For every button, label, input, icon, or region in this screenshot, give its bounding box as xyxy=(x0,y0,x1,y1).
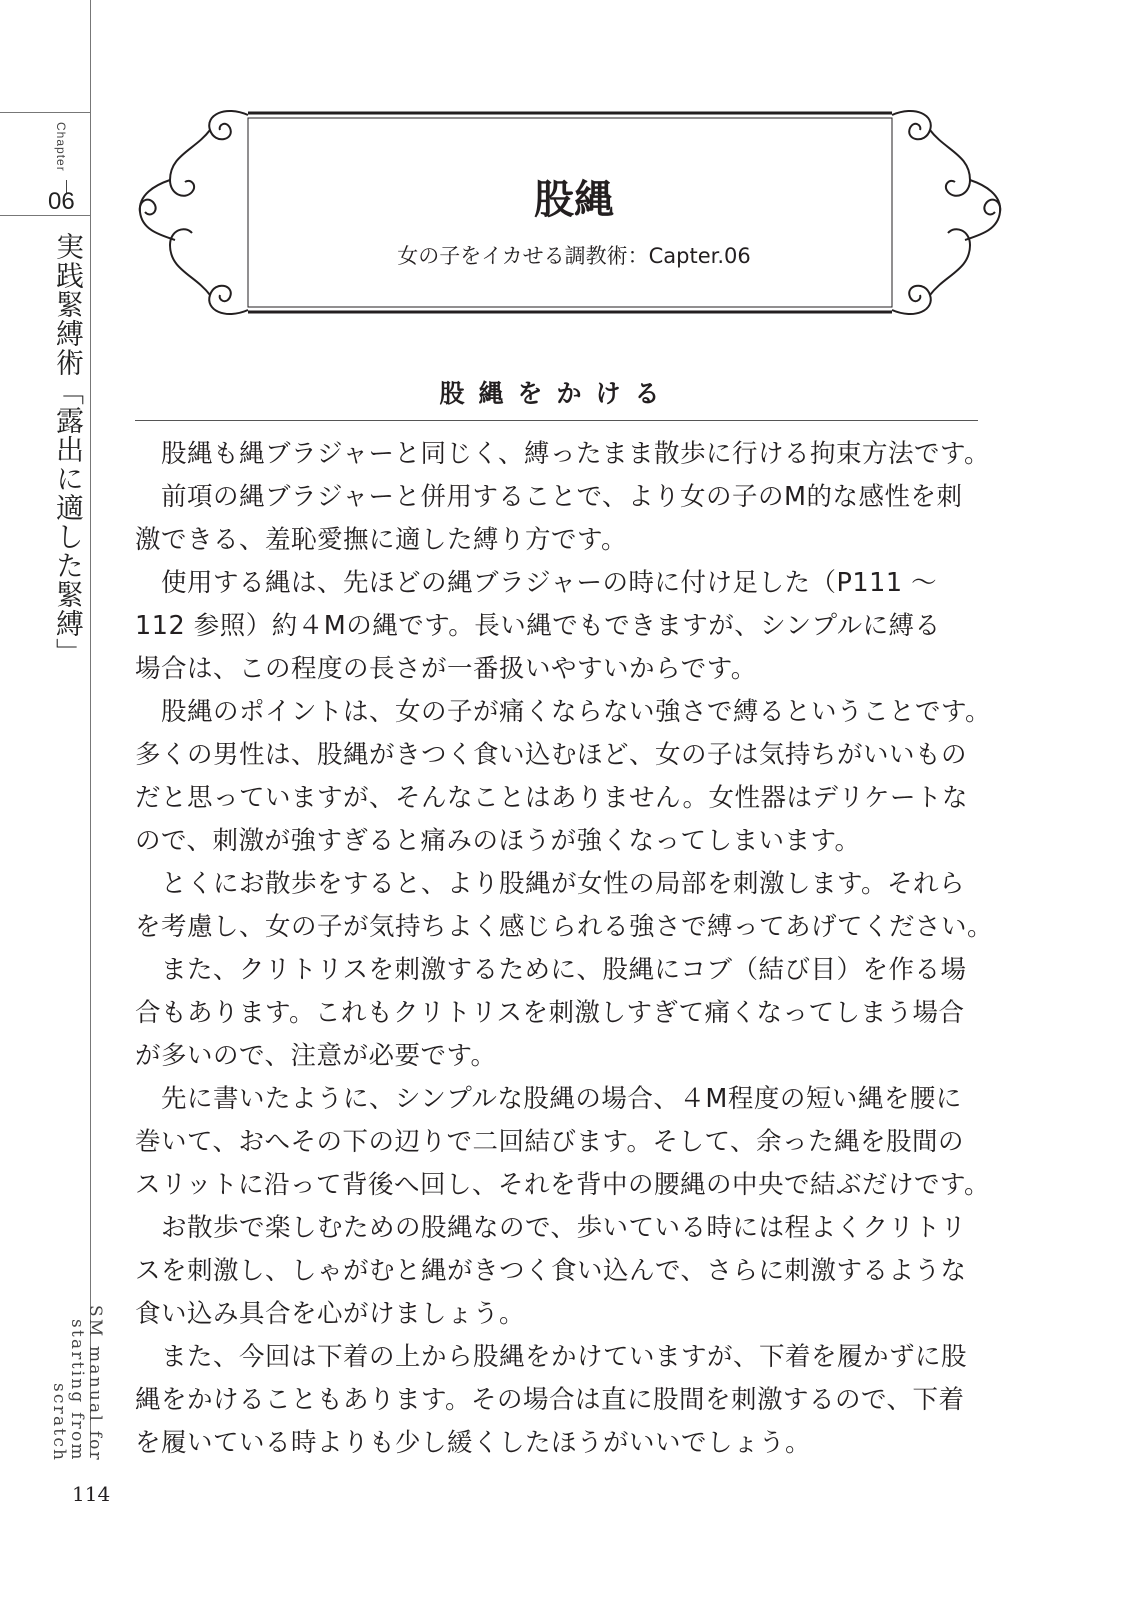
section-rule xyxy=(135,420,978,421)
body-line: 股縄のポイントは、女の子が痛くならない強さで縛るということです。 xyxy=(135,697,991,727)
body-line: 激できる、羞恥愛撫に適した縛り方です。 xyxy=(135,525,627,555)
body-line: とくにお散歩をすると、より股縄が女性の局部を刺激します。それら xyxy=(135,869,965,899)
body-line: 縄をかけることもあります。その場合は直に股間を刺激するので、下着 xyxy=(135,1385,965,1415)
body-line: 前項の縄ブラジャーと併用することで、より女の子のM的な感性を刺 xyxy=(135,482,963,512)
body-line: また、クリトリスを刺激するために、股縄にコブ（結び目）を作る場 xyxy=(135,955,967,985)
body-line: だと思っていますが、そんなことはありません。女性器はデリケートな xyxy=(135,783,969,813)
body-line: 112 参照）約４Mの縄です。長い縄でもできますが、シンプルに縛る xyxy=(135,611,941,641)
body-line: 食い込み具合を心がけましょう。 xyxy=(135,1299,526,1329)
body-line: 先に書いたように、シンプルな股縄の場合、４M程度の短い縄を腰に xyxy=(135,1084,962,1114)
section-heading: 股縄をかける xyxy=(439,379,674,408)
chapter-number: 06 xyxy=(48,188,75,215)
running-english-title: SM manual for starting from scratch xyxy=(49,1305,105,1462)
body-line: が多いので、注意が必要です。 xyxy=(135,1041,497,1071)
body-line: を考慮し、女の子が気持ちよく感じられる強さで縛ってあげてください。 xyxy=(135,912,994,942)
body-line: 使用する縄は、先ほどの縄ブラジャーの時に付け足した（P111 ～ xyxy=(135,568,938,598)
body-line: 股縄も縄ブラジャーと同じく、縛ったまま散歩に行ける拘束方法です。 xyxy=(135,439,990,469)
body-line: また、今回は下着の上から股縄をかけていますが、下着を履かずに股 xyxy=(135,1342,968,1372)
body-line: を履いている時よりも少し緩くしたほうがいいでしょう。 xyxy=(135,1428,812,1458)
body-line: 合もあります。これもクリトリスを刺激しすぎて痛くなってしまう場合 xyxy=(135,998,965,1028)
sidebar-divider xyxy=(0,112,90,113)
body-line: 多くの男性は、股縄がきつく食い込むほど、女の子は気持ちがいいもの xyxy=(135,740,968,770)
running-section-title: 実践緊縛術「露出に適した緊縛」 xyxy=(52,232,85,667)
body-line: お散歩で楽しむための股縄なので、歩いている時には程よくクリトリ xyxy=(135,1213,967,1243)
page-title: 股縄 xyxy=(534,177,614,223)
chapter-label: Chapter xyxy=(54,122,68,172)
page-subtitle: 女の子をイカせる調教術：Capter.06 xyxy=(397,244,751,268)
body-text xyxy=(135,433,994,1465)
body-line: スリットに沿って背後へ回し、それを背中の腰縄の中央で結ぶだけです。 xyxy=(135,1170,990,1200)
body-line: 巻いて、おへその下の辺りで二回結びます。そして、余った縄を股間の xyxy=(135,1127,964,1157)
body-line: スを刺激し、しゃがむと縄がきつく食い込んで、さらに刺激するような xyxy=(135,1256,967,1286)
body-line: ので、刺激が強すぎると痛みのほうが強くなってしまいます。 xyxy=(135,826,861,856)
page-number: 114 xyxy=(72,1482,111,1506)
body-line: 場合は、この程度の長さが一番扱いやすいからです。 xyxy=(135,654,757,684)
